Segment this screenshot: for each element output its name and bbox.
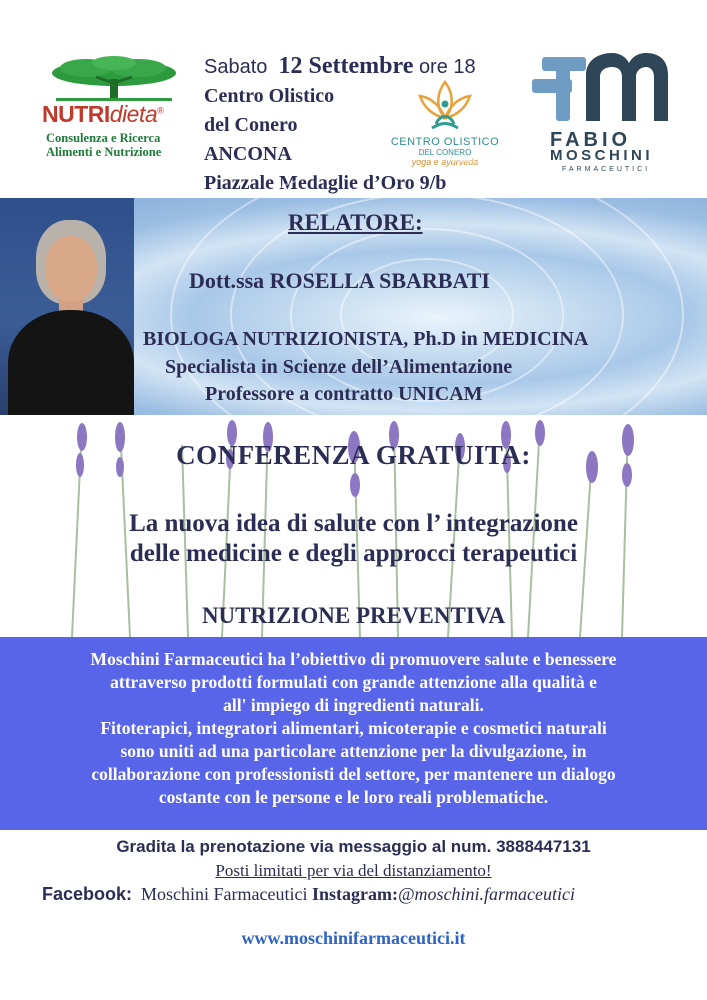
description-line: costante con le persone e le loro reali problematiche. <box>158 787 549 807</box>
event-time: ore 18 <box>418 56 476 78</box>
relatore-label: RELATORE: <box>288 210 423 235</box>
nutri-subtitle-2: Alimenti e Nutrizione <box>46 145 162 159</box>
fm-name-1: FABIO <box>550 129 632 151</box>
venue-city: ANCONA <box>204 143 292 165</box>
description-line: attraverso prodotti formulati con grande attenzione alla qualità e <box>110 672 597 692</box>
description-line: Moschini Farmaceutici ha l’obiettivo di promuovere salute e benessere <box>90 649 617 669</box>
fm-monogram-icon <box>528 45 674 129</box>
venue-address: Piazzale Medaglie d’Oro 9/b <box>204 172 447 194</box>
speaker-role-1: BIOLOGA NUTRIZIONISTA, Ph.D in MEDICINA <box>143 328 589 350</box>
description-line: collaborazione con professionisti del settore, per mantenere un dialogo <box>91 764 616 784</box>
instagram-label: Instagram: <box>312 884 398 904</box>
facebook-label: Facebook: <box>42 884 133 904</box>
fm-name-3: FARMACEUTICI <box>562 166 651 173</box>
speaker-role-2: Specialista in Scienze dell’Alimentazione <box>165 356 513 378</box>
website-link[interactable]: www.moschinifarmaceutici.it <box>241 928 466 948</box>
venue-line-2: del Conero <box>204 114 298 136</box>
limited-seats-notice: Posti limitati per via del distanziamento! <box>215 861 492 880</box>
nutri-brand-main: NUTRI <box>42 101 110 127</box>
event-date: 12 Settembre <box>278 53 414 79</box>
speaker-name: Dott.ssa ROSELLA SBARBATI <box>189 268 490 293</box>
conference-subtitle-line-2: delle medicine e degli approcci terapeutici <box>129 540 578 567</box>
lotus-icon <box>412 78 478 136</box>
speaker-photo <box>0 198 134 415</box>
conference-subtitle-line-1: La nuova idea di salute con l’ integrazione <box>129 510 578 537</box>
facebook-link[interactable]: Moschini Farmaceutici <box>141 884 308 904</box>
description-line: all' impiego di ingredienti naturali. <box>223 695 484 715</box>
fm-name-2: MOSCHINI <box>550 147 653 164</box>
description-line: sono uniti ad una particolare attenzione per la divulgazione, in <box>120 741 587 761</box>
centro-line-1: CENTRO OLISTICO <box>390 136 500 148</box>
nutridieta-logo <box>36 55 192 170</box>
speaker-role-3: Professore a contratto UNICAM <box>205 383 483 405</box>
event-day: Sabato <box>204 56 268 78</box>
booking-info: Gradita la prenotazione via messaggio al num. 3888447131 <box>116 837 591 856</box>
fabio-moschini-logo <box>528 45 674 173</box>
social-links <box>42 884 575 905</box>
venue-line-1: Centro Olistico <box>204 85 335 107</box>
conference-title: CONFERENZA GRATUITA: <box>176 440 531 470</box>
nutri-subtitle-1: Consulenza e Ricerca <box>46 131 161 145</box>
centro-line-2: DEL CONERO <box>418 148 472 157</box>
centro-line-3: yoga e ayurveda <box>411 157 479 167</box>
description-text <box>12 648 695 809</box>
trademark: ® <box>157 105 164 116</box>
tree-icon <box>36 55 192 105</box>
conference-topic: NUTRIZIONE PREVENTIVA <box>201 603 506 628</box>
nutri-brand-accent: dieta <box>109 101 158 127</box>
instagram-link[interactable]: @moschini.farmaceutici <box>398 884 576 904</box>
description-line: Fitoterapici, integratori alimentari, micoterapie e cosmetici naturali <box>100 718 607 738</box>
conference-subtitle <box>0 509 707 569</box>
